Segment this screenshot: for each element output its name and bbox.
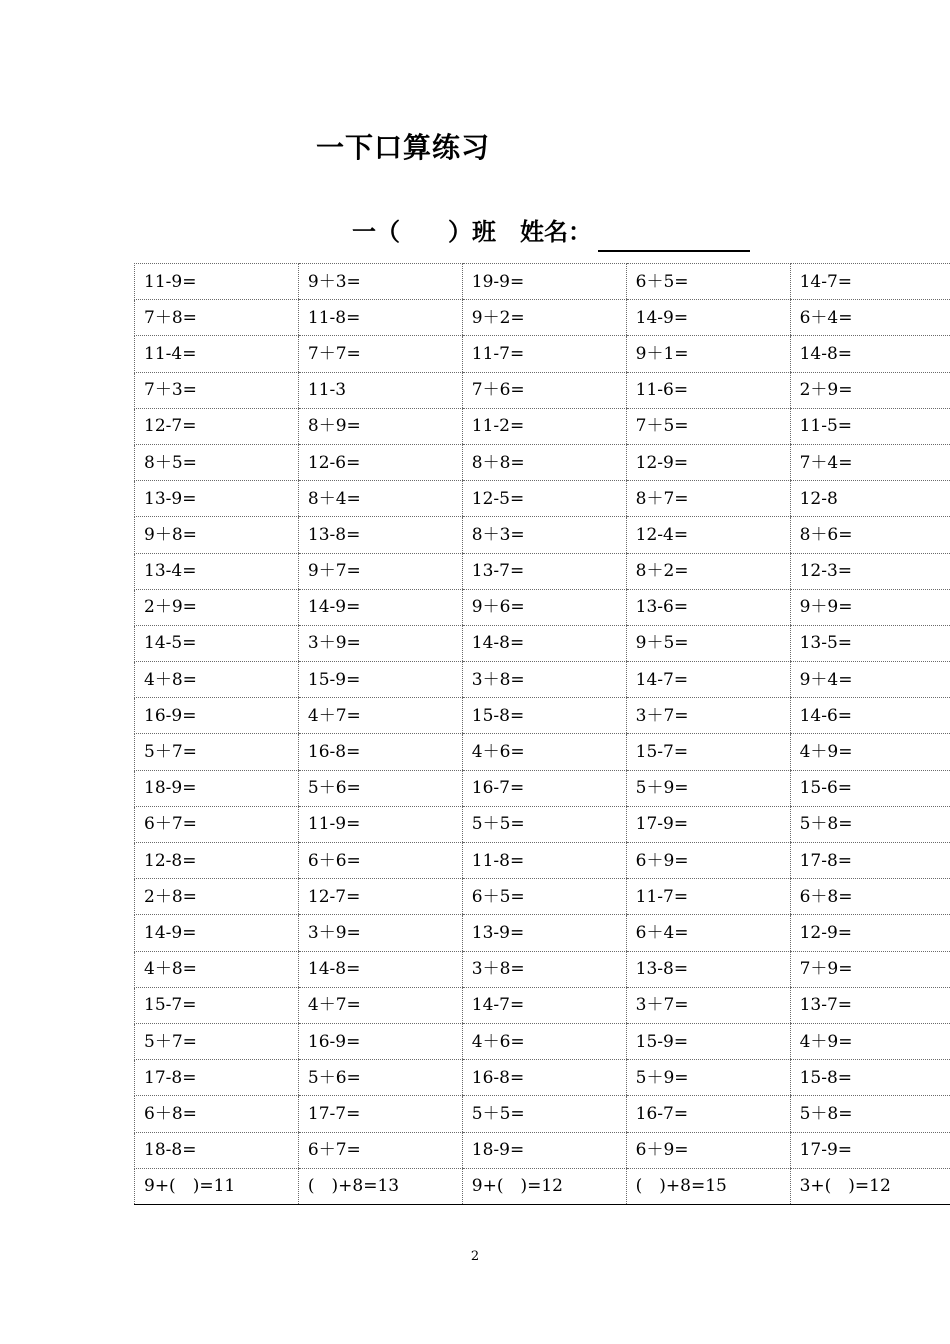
exercise-cell: 8＋6=	[790, 517, 950, 553]
exercise-cell: 13-9=	[135, 481, 299, 517]
exercise-cell: 9＋5=	[626, 625, 790, 661]
exercise-cell: 14-9=	[298, 589, 462, 625]
name-label: 姓名：	[520, 217, 592, 246]
exercise-row	[135, 770, 950, 806]
exercise-cell: 17-8=	[790, 843, 950, 879]
exercise-cell: 14-7=	[462, 987, 626, 1023]
exercise-cell: 9＋6=	[462, 589, 626, 625]
exercise-table-body	[135, 264, 950, 1205]
exercise-row	[135, 336, 950, 372]
exercise-cell: 4＋8=	[135, 662, 299, 698]
worksheet-title: 一下口算练习	[316, 131, 491, 164]
exercise-cell: 16-8=	[462, 1060, 626, 1096]
exercise-cell: 14-7=	[626, 662, 790, 698]
exercise-cell: 12-9=	[790, 915, 950, 951]
exercise-cell: 6＋7=	[135, 806, 299, 842]
exercise-cell: 7＋3=	[135, 372, 299, 408]
exercise-cell: 5＋7=	[135, 734, 299, 770]
exercise-cell: 13-7=	[790, 987, 950, 1023]
exercise-cell: 8＋3=	[462, 517, 626, 553]
exercise-cell: 16-9=	[135, 698, 299, 734]
exercise-cell: 9+( )=12	[462, 1168, 626, 1204]
exercise-cell: 9＋7=	[298, 553, 462, 589]
exercise-cell: 6＋9=	[626, 843, 790, 879]
exercise-cell: 11-7=	[462, 336, 626, 372]
class-name-line	[352, 212, 750, 252]
exercise-row	[135, 444, 950, 480]
exercise-cell: 14-9=	[135, 915, 299, 951]
exercise-cell: 8＋4=	[298, 481, 462, 517]
exercise-cell: 15-8=	[790, 1060, 950, 1096]
exercise-cell: 8＋8=	[462, 444, 626, 480]
exercise-cell: 14-8=	[462, 625, 626, 661]
class-label: 一（ ）班	[352, 217, 496, 246]
exercise-cell: 7＋9=	[790, 951, 950, 987]
exercise-cell: 14-9=	[626, 300, 790, 336]
exercise-row	[135, 517, 950, 553]
exercise-cell: 12-9=	[626, 444, 790, 480]
exercise-cell: 6＋4=	[790, 300, 950, 336]
exercise-cell: 4＋6=	[462, 734, 626, 770]
exercise-cell: 11-2=	[462, 408, 626, 444]
exercise-cell: 5＋5=	[462, 1096, 626, 1132]
exercise-cell: 2＋9=	[790, 372, 950, 408]
exercise-cell: 18-9=	[135, 770, 299, 806]
exercise-cell: 3＋9=	[298, 625, 462, 661]
exercise-row	[135, 372, 950, 408]
exercise-cell: 14-8=	[790, 336, 950, 372]
exercise-cell: 14-7=	[790, 264, 950, 300]
exercise-cell: 9+( )=11	[135, 1168, 299, 1204]
exercise-cell: 19-9=	[462, 264, 626, 300]
exercise-cell: 9＋3=	[298, 264, 462, 300]
exercise-row	[135, 843, 950, 879]
exercise-cell: 3+( )=12	[790, 1168, 950, 1204]
exercise-cell: 17-9=	[790, 1132, 950, 1168]
exercise-cell: 6＋6=	[298, 843, 462, 879]
exercise-cell: 13-8=	[298, 517, 462, 553]
exercise-cell: 6＋9=	[626, 1132, 790, 1168]
exercise-row	[135, 1060, 950, 1096]
exercise-cell: 7＋8=	[135, 300, 299, 336]
exercise-cell: 6＋5=	[626, 264, 790, 300]
exercise-row	[135, 915, 950, 951]
exercise-cell: 14-8=	[298, 951, 462, 987]
exercise-cell: 15-6=	[790, 770, 950, 806]
exercise-cell: 11-8=	[298, 300, 462, 336]
exercise-cell: 6＋8=	[135, 1096, 299, 1132]
exercise-cell: 11-8=	[462, 843, 626, 879]
exercise-cell: 11-9=	[135, 264, 299, 300]
exercise-row	[135, 481, 950, 517]
exercise-row	[135, 698, 950, 734]
exercise-table	[134, 263, 950, 1205]
exercise-cell: 13-7=	[462, 553, 626, 589]
exercise-cell: 9＋2=	[462, 300, 626, 336]
exercise-row	[135, 1096, 950, 1132]
exercise-cell: 14-6=	[790, 698, 950, 734]
exercise-cell: 12-5=	[462, 481, 626, 517]
exercise-cell: 4＋7=	[298, 987, 462, 1023]
exercise-cell: 4＋8=	[135, 951, 299, 987]
exercise-cell: 13-4=	[135, 553, 299, 589]
exercise-cell: 5＋8=	[790, 806, 950, 842]
exercise-cell: 18-9=	[462, 1132, 626, 1168]
exercise-row	[135, 879, 950, 915]
exercise-cell: 17-8=	[135, 1060, 299, 1096]
exercise-cell: 11-4=	[135, 336, 299, 372]
exercise-cell: 15-7=	[135, 987, 299, 1023]
exercise-cell: 5＋9=	[626, 770, 790, 806]
exercise-cell: 2＋8=	[135, 879, 299, 915]
exercise-cell: 16-9=	[298, 1023, 462, 1059]
exercise-cell: 11-3	[298, 372, 462, 408]
exercise-cell: 16-8=	[298, 734, 462, 770]
exercise-cell: 9＋1=	[626, 336, 790, 372]
exercise-cell: 11-9=	[298, 806, 462, 842]
exercise-cell: 4＋6=	[462, 1023, 626, 1059]
exercise-cell: 5＋6=	[298, 1060, 462, 1096]
exercise-cell: 5＋5=	[462, 806, 626, 842]
name-blank-line[interactable]	[598, 220, 750, 252]
exercise-cell: 7＋6=	[462, 372, 626, 408]
exercise-cell: 7＋5=	[626, 408, 790, 444]
exercise-cell: 5＋6=	[298, 770, 462, 806]
exercise-row	[135, 734, 950, 770]
exercise-cell: 8＋2=	[626, 553, 790, 589]
exercise-cell: 2＋9=	[135, 589, 299, 625]
exercise-row	[135, 553, 950, 589]
exercise-cell: 12-6=	[298, 444, 462, 480]
exercise-cell: 12-3=	[790, 553, 950, 589]
exercise-row	[135, 589, 950, 625]
exercise-row	[135, 1168, 950, 1204]
exercise-cell: 15-9=	[626, 1023, 790, 1059]
exercise-cell: 13-8=	[626, 951, 790, 987]
exercise-cell: 12-8=	[135, 843, 299, 879]
exercise-cell: 6＋7=	[298, 1132, 462, 1168]
exercise-cell: 15-7=	[626, 734, 790, 770]
exercise-cell: 13-5=	[790, 625, 950, 661]
exercise-cell: 13-6=	[626, 589, 790, 625]
exercise-row	[135, 264, 950, 300]
exercise-cell: 12-7=	[298, 879, 462, 915]
exercise-cell: 11-6=	[626, 372, 790, 408]
exercise-cell: 6＋4=	[626, 915, 790, 951]
exercise-cell: 4＋9=	[790, 734, 950, 770]
exercise-cell: 3＋8=	[462, 662, 626, 698]
exercise-cell: 8＋9=	[298, 408, 462, 444]
exercise-cell: 14-5=	[135, 625, 299, 661]
exercise-row	[135, 1132, 950, 1168]
exercise-cell: 9＋4=	[790, 662, 950, 698]
exercise-cell: 17-7=	[298, 1096, 462, 1132]
exercise-cell: 4＋9=	[790, 1023, 950, 1059]
exercise-cell: 9＋8=	[135, 517, 299, 553]
exercise-row	[135, 987, 950, 1023]
exercise-cell: 11-7=	[626, 879, 790, 915]
exercise-cell: 3＋7=	[626, 987, 790, 1023]
exercise-cell: 8＋7=	[626, 481, 790, 517]
exercise-cell: 16-7=	[462, 770, 626, 806]
exercise-cell: 8＋5=	[135, 444, 299, 480]
exercise-cell: 5＋9=	[626, 1060, 790, 1096]
page-number: 2	[470, 1249, 480, 1264]
exercise-cell: 13-9=	[462, 915, 626, 951]
exercise-cell: 7＋7=	[298, 336, 462, 372]
exercise-cell: 5＋7=	[135, 1023, 299, 1059]
exercise-cell: ( )+8=15	[626, 1168, 790, 1204]
exercise-cell: 3＋8=	[462, 951, 626, 987]
exercise-cell: 7＋4=	[790, 444, 950, 480]
exercise-cell: 11-5=	[790, 408, 950, 444]
exercise-row	[135, 408, 950, 444]
exercise-cell: 3＋7=	[626, 698, 790, 734]
exercise-cell: 4＋7=	[298, 698, 462, 734]
exercise-cell: 9＋9=	[790, 589, 950, 625]
exercise-cell: 18-8=	[135, 1132, 299, 1168]
exercise-row	[135, 1023, 950, 1059]
exercise-row	[135, 806, 950, 842]
exercise-cell: 3＋9=	[298, 915, 462, 951]
exercise-cell: 12-4=	[626, 517, 790, 553]
exercise-row	[135, 951, 950, 987]
exercise-cell: 5＋8=	[790, 1096, 950, 1132]
exercise-row	[135, 662, 950, 698]
exercise-cell: 6＋5=	[462, 879, 626, 915]
exercise-cell: 12-8	[790, 481, 950, 517]
exercise-row	[135, 300, 950, 336]
exercise-cell: 17-9=	[626, 806, 790, 842]
exercise-cell: 15-9=	[298, 662, 462, 698]
exercise-cell: 12-7=	[135, 408, 299, 444]
exercise-cell: 15-8=	[462, 698, 626, 734]
exercise-cell: ( )+8=13	[298, 1168, 462, 1204]
exercise-cell: 6＋8=	[790, 879, 950, 915]
exercise-cell: 16-7=	[626, 1096, 790, 1132]
exercise-row	[135, 625, 950, 661]
